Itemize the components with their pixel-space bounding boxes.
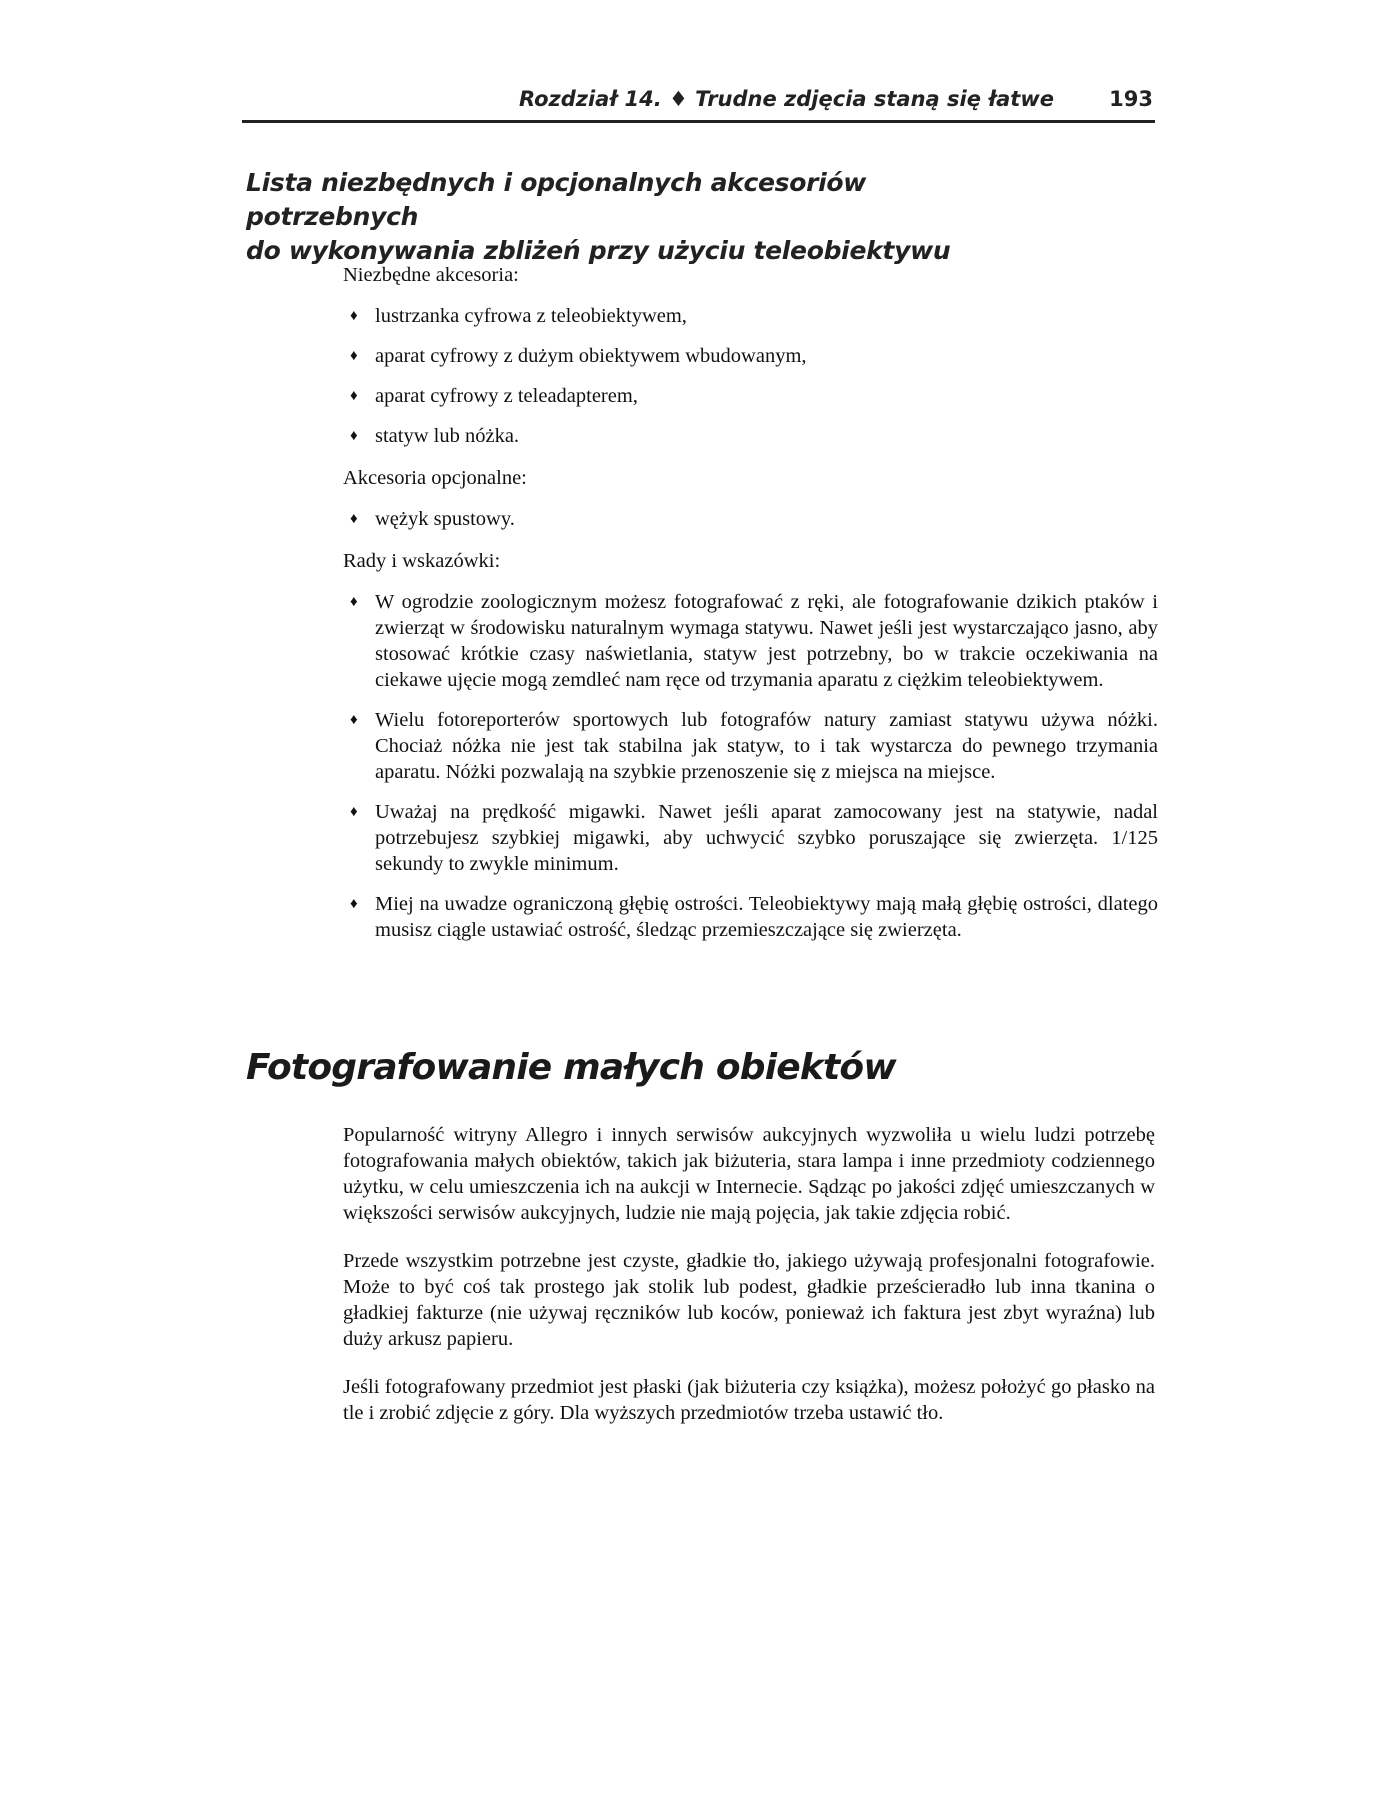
- section-title-line-2: do wykonywania zbliżeń przy użyciu teleobiektywu: [246, 236, 951, 265]
- bullet-icon: ♦: [350, 348, 358, 364]
- list-item-text: aparat cyfrowy z teleadapterem,: [375, 385, 638, 407]
- list-item-text: aparat cyfrowy z dużym obiektywem wbudowanym,: [375, 345, 807, 367]
- optional-items-list: [343, 506, 1158, 532]
- tips-list: [343, 589, 1158, 943]
- tips-label: Rady i wskazówki:: [343, 550, 501, 572]
- list-item-text: statyw lub nóżka.: [375, 425, 520, 447]
- bullet-icon: ♦: [350, 804, 358, 820]
- paragraph: Przede wszystkim potrzebne jest czyste, gładkie tło, jakiego używają profesjonalni fotografowie. Może to być coś tak prostego jak stolik lub podest, gładkie prześcieradło lub inna tkanina o gładkiej fakturze (nie używaj ręczników lub koców, ponieważ ich faktura jest zbyt wyraźna) lub duży arkusz papieru.: [343, 1250, 1155, 1350]
- running-header: [242, 84, 1155, 123]
- section-title: [246, 166, 1046, 268]
- main-heading: Fotografowanie małych obiektów: [246, 1047, 896, 1088]
- bullet-icon: ♦: [350, 712, 358, 728]
- bullet-icon: ♦: [350, 511, 358, 527]
- tip-item: [343, 891, 1158, 943]
- bullet-icon: ♦: [350, 388, 358, 404]
- list-item: [343, 303, 1158, 329]
- tip-text: Miej na uwadze ograniczoną głębię ostrości. Teleobiektywy mają małą głębię ostrości, dlatego musisz ciągle ustawiać ostrość, śledząc przemieszczające się zwierzęta.: [375, 893, 1158, 941]
- tip-text: Wielu fotoreporterów sportowych lub fotografów natury zamiast statywu używa nóżki. Chociaż nóżka nie jest tak stabilna jak statyw, to i tak wystarcza do pewnego trzymania aparatu. Nóżki pozwalają na szybkie przenoszenie się z miejsca na miejsce.: [375, 709, 1158, 783]
- bullet-icon: ♦: [350, 896, 358, 912]
- list-item: [343, 343, 1158, 369]
- tip-item: [343, 799, 1158, 877]
- list-item: [343, 423, 1158, 449]
- required-label: Niezbędne akcesoria:: [343, 264, 519, 286]
- body-text: [343, 1122, 1155, 1448]
- required-items-list: [343, 303, 1158, 449]
- bullet-icon: ♦: [350, 594, 358, 610]
- list-item: [343, 506, 1158, 532]
- bullet-icon: ♦: [350, 308, 358, 324]
- list-item-text: wężyk spustowy.: [375, 508, 515, 530]
- tip-item: [343, 707, 1158, 785]
- section-title-line-1: Lista niezbędnych i opcjonalnych akcesoriów potrzebnych: [246, 168, 867, 231]
- paragraph: Popularność witryny Allegro i innych serwisów aukcyjnych wyzwoliła u wielu ludzi potrzebę fotografowania małych obiektów, takich jak biżuteria, stara lampa i inne przedmioty codziennego użytku, w celu umieszczenia ich na aukcji w Internecie. Sądząc po jakości zdjęć umieszczanych w większości serwisów aukcyjnych, ludzie nie mają pojęcia, jak takie zdjęcia robić.: [343, 1124, 1155, 1224]
- accessories-list: [343, 262, 1158, 959]
- tip-item: [343, 589, 1158, 693]
- optional-label: Akcesoria opcjonalne:: [343, 467, 527, 489]
- bullet-icon: ♦: [350, 428, 358, 444]
- tip-text: Uważaj na prędkość migawki. Nawet jeśli aparat zamocowany jest na statywie, nadal potrzebujesz szybkiej migawki, aby uchwycić szybko poruszające się zwierzęta. 1/125 sekundy to zwykle minimum.: [375, 801, 1158, 875]
- tip-text: W ogrodzie zoologicznym możesz fotografować z ręki, ale fotografowanie dzikich ptaków i zwierząt w środowisku naturalnym wymaga statywu. Nawet jeśli jest wystarczająco jasno, aby stosować krótkie czasy naświetlania, statyw jest potrzebny, bo w trakcie oczekiwania na ciekawe ujęcie mogą zemdleć nam ręce od trzymania aparatu z ciężkim teleobiektywem.: [375, 591, 1158, 691]
- paragraph: Jeśli fotografowany przedmiot jest płaski (jak biżuteria czy książka), możesz położyć go płasko na tle i zrobić zdjęcie z góry. Dla wyższych przedmiotów trzeba ustawić tło.: [343, 1376, 1155, 1424]
- list-item-text: lustrzanka cyfrowa z teleobiektywem,: [375, 305, 687, 327]
- chapter-title: Rozdział 14. ♦ Trudne zdjęcia staną się łatwe: [518, 87, 1054, 111]
- list-item: [343, 383, 1158, 409]
- page-number: 193: [1109, 87, 1153, 111]
